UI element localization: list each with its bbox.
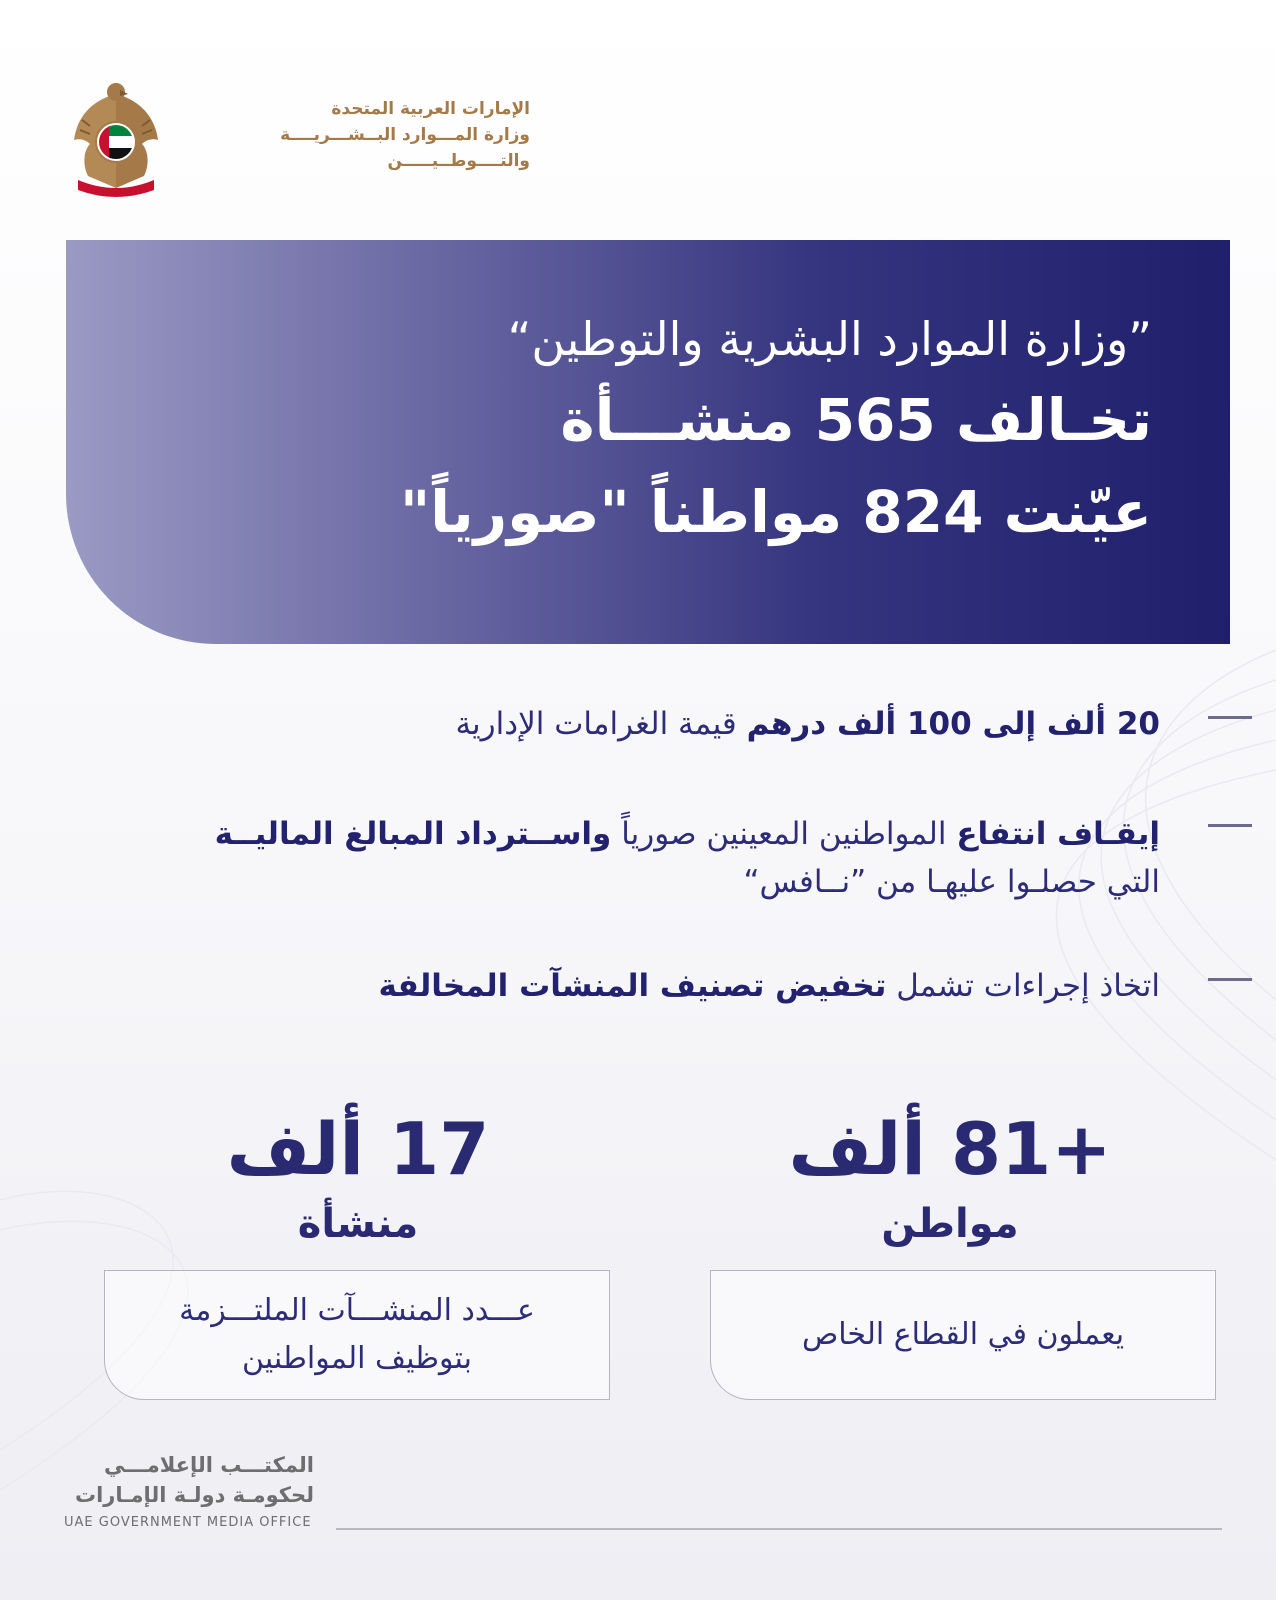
headline-banner — [66, 240, 1230, 644]
footer-line-2: لحكومـة دولـة الإمـارات — [75, 1483, 314, 1507]
bullet-3-bold: تخفيض تصنيف المنشآت المخالفة — [378, 968, 887, 1004]
stat-citizens-value: +81 ألف — [788, 1107, 1112, 1191]
footer-line-1: المكتـــب الإعلامـــي — [103, 1453, 314, 1477]
bullet-2-bold-1: إيقـاف انتفاع — [956, 816, 1160, 852]
bullet-dash-2 — [1208, 824, 1252, 827]
banner-subtitle: ”وزارة الموارد البشرية والتوطين“ — [507, 312, 1152, 366]
stat-establishments — [118, 1104, 598, 1254]
stat-citizens-description — [710, 1270, 1216, 1400]
bullet-item-stop-benefit — [120, 810, 1160, 906]
footer-line-3: UAE GOVERNMENT MEDIA OFFICE — [64, 1515, 312, 1530]
bullet-dash-3 — [1208, 978, 1252, 981]
stat-establishments-description — [104, 1270, 610, 1400]
stat-establishments-desc-line-1: عـــدد المنشـــآت الملتـــزمة — [179, 1293, 535, 1328]
stat-citizens-desc-line-1: يعملون في القطاع الخاص — [801, 1317, 1125, 1352]
stat-establishments-unit: منشأة — [297, 1201, 419, 1247]
stat-citizens-unit: مواطن — [881, 1201, 1019, 1247]
ministry-header — [70, 80, 530, 200]
header-line-1: الإمارات العربية المتحدة — [331, 99, 530, 119]
footer-divider — [336, 1528, 1222, 1530]
ministry-name — [170, 96, 530, 174]
banner-headline-line-2: عيّنت 824 مواطناً "صورياً" — [399, 478, 1152, 546]
bullet-item-fines — [120, 700, 1160, 748]
banner-headline-line-1: تخـالف 565 منشـــأة — [560, 386, 1152, 454]
header-line-2: وزارة المـــوارد البــشـــريــــة — [280, 125, 530, 145]
bullet-2-text-1: المواطنين المعينين صورياً — [611, 816, 957, 852]
stat-establishments-desc-line-2: بتوظيف المواطنين — [242, 1341, 472, 1376]
stat-citizens — [710, 1104, 1190, 1254]
bullet-item-downgrade — [120, 962, 1160, 1010]
bullet-1-bold: 20 ألف إلى 100 ألف درهم — [746, 706, 1160, 742]
media-office-logo — [64, 1450, 314, 1534]
header-line-3: والتــــوطــيـــــن — [387, 151, 530, 171]
bullet-3-text: اتخاذ إجراءات تشمل — [886, 968, 1160, 1004]
bullet-1-text: قيمة الغرامات الإدارية — [455, 706, 747, 742]
stat-establishments-value: 17 ألف — [226, 1107, 490, 1191]
bullet-dash-1 — [1208, 716, 1252, 719]
bullet-2-bold-2: واســترداد المبالغ الماليــة — [214, 816, 612, 852]
bullet-2-text-2: التي حصلـوا عليهـا من ”نــافس“ — [743, 864, 1160, 900]
uae-emblem-icon — [70, 80, 162, 198]
